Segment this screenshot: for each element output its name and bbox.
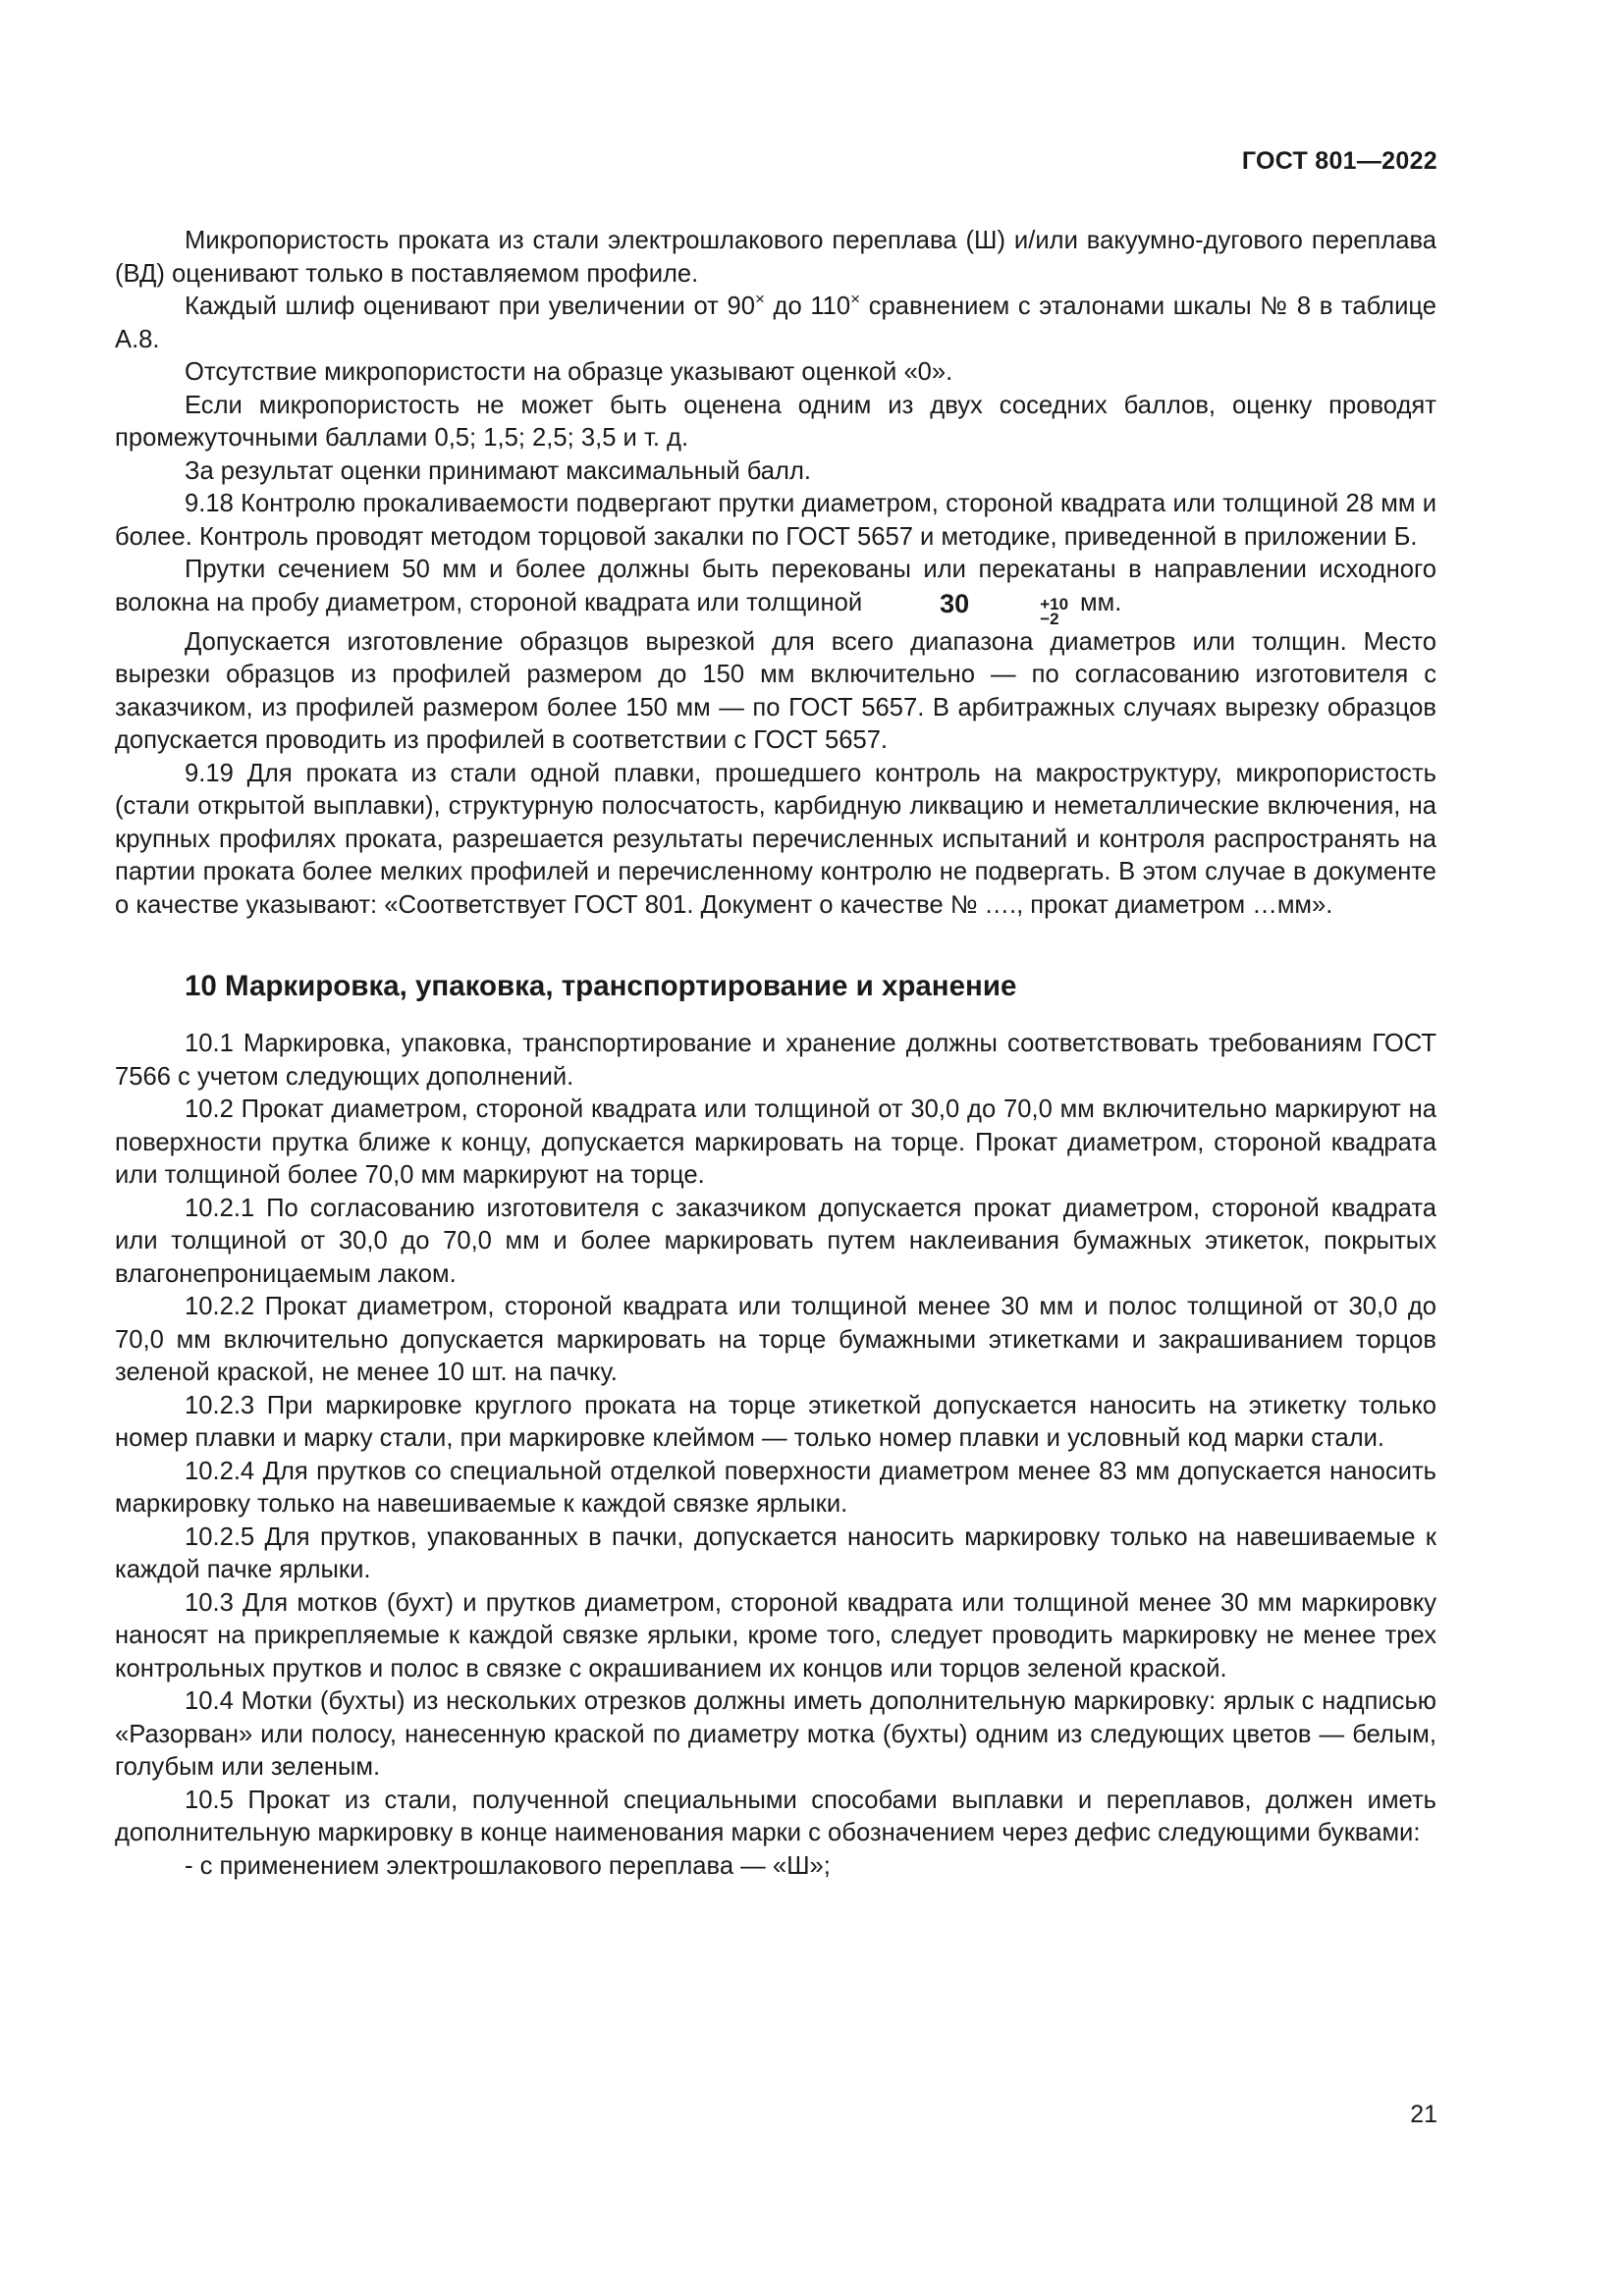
paragraph-10-2: 10.2 Прокат диаметром, стороной квадрата или толщиной от 30,0 до 70,0 мм включительно маркируют на поверхности прутка ближе к концу, допускается маркировать на торце. Прокат диаметром, стороной квадрата или толщиной более 70,0 мм маркируют на торце. bbox=[115, 1095, 1436, 1189]
paragraph-forging bbox=[115, 554, 1436, 626]
page-number: 21 bbox=[1410, 2101, 1437, 2128]
text-segment: до 110 bbox=[764, 293, 851, 320]
paragraph-10-4: 10.4 Мотки (бухты) из нескольких отрезков должны иметь дополнительную маркировку: ярлык с надписью «Разорван» или полосу, нанесенную краской по диаметру мотка (бухты) одним из следующих цветов — белым, голубым или зеленым. bbox=[115, 1687, 1436, 1781]
tolerance-upper: +10 bbox=[1040, 594, 1069, 614]
text-segment: Каждый шлиф оценивают при увеличении от 90 bbox=[185, 293, 755, 320]
tolerance-base: 30 bbox=[940, 588, 970, 618]
paragraph-microporosity-profile: Микропористость проката из стали электрошлакового переплава (Ш) и/или вакуумно-дугового переплава (ВД) оценивают только в поставляемом профиле. bbox=[115, 227, 1436, 288]
paragraph-10-3: 10.3 Для мотков (бухт) и прутков диаметром, стороной квадрата или толщиной менее 30 мм маркировку наносят на прикрепляемые к каждой связке ярлыки, кроме того, следует проводить маркировку не менее трех контрольных прутков и полос в связке с окрашиванием их концов или торцов зеленой краской. bbox=[115, 1588, 1436, 1682]
paragraph-10-2-5: 10.2.5 Для прутков, упакованных в пачки, допускается наносить маркировку только на навешиваемые к каждой пачке ярлыки. bbox=[115, 1522, 1436, 1583]
tolerance-value bbox=[870, 588, 1068, 626]
paragraph-10-1: 10.1 Маркировка, упаковка, транспортирование и хранение должны соответствовать требованиям ГОСТ 7566 с учетом следующих дополнений. bbox=[115, 1030, 1436, 1091]
paragraph-zero-score: Отсутствие микропористости на образце указывают оценкой «0». bbox=[185, 358, 953, 386]
text-segment: мм. bbox=[1080, 588, 1122, 616]
paragraph-10-2-2: 10.2.2 Прокат диаметром, стороной квадрата или толщиной менее 30 мм и полос толщиной от 30,0 до 70,0 мм включительно допускается маркировать на торце бумажными этикетками и закрашиванием торцов зеленой краской, не менее 10 шт. на пачку. bbox=[115, 1293, 1436, 1386]
times-superscript: × bbox=[850, 290, 861, 308]
paragraph-9-18: 9.18 Контролю прокаливаемости подвергают прутки диаметром, стороной квадрата или толщиной 28 мм и более. Контроль проводят методом торцовой закалки по ГОСТ 5657 и методике, приведенной в приложении Б. bbox=[115, 490, 1436, 551]
paragraph-10-2-3: 10.2.3 При маркировке круглого проката на торце этикеткой допускается наносить на этикетку только номер плавки и марку стали, при маркировке клеймом — только номер плавки и условный код марки стали. bbox=[115, 1391, 1436, 1452]
text-segment: Прутки сечением 50 мм и более должны быть перекованы или перекатаны в направлении исходного волокна на пробу диаметром, стороной квадрата или толщиной bbox=[115, 556, 1436, 616]
document-code: ГОСТ 801—2022 bbox=[1241, 147, 1437, 175]
document-body bbox=[115, 225, 1436, 1883]
paragraph-10-2-1: 10.2.1 По согласованию изготовителя с заказчиком допускается прокат диаметром, стороной квадрата или толщиной от 30,0 до 70,0 мм и более маркировать путем наклеивания бумажных этикеток, покрытых влагонепроницаемым лаком. bbox=[115, 1194, 1436, 1288]
paragraph-10-5: 10.5 Прокат из стали, полученной специальными способами выплавки и переплавов, должен иметь дополнительную маркировку в конце наименования марки с обозначением через дефис следующими буквами: bbox=[115, 1786, 1436, 1846]
paragraph-cutting-samples: Допускается изготовление образцов вырезкой для всего диапазона диаметров или толщин. Место вырезки образцов из профилей размером до 150 мм включительно — по согласованию изготовителя с заказчиком, из профилей размером более 150 мм — по ГОСТ 5657. В арбитражных случаях вырезку образцов допускается проводить из профилей в соответствии с ГОСТ 5657. bbox=[115, 627, 1436, 754]
paragraph-10-2-4: 10.2.4 Для прутков со специальной отделкой поверхности диаметром менее 83 мм допускается наносить маркировку только на навешиваемые к каждой связке ярлыки. bbox=[115, 1457, 1436, 1518]
paragraph-intermediate-scores: Если микропористость не может быть оценена одним из двух соседних баллов, оценку проводят промежуточными баллами 0,5; 1,5; 2,5; 3,5 и т. д. bbox=[115, 391, 1436, 452]
paragraph-9-19: 9.19 Для проката из стали одной плавки, прошедшего контроль на макроструктуру, микропористость (стали открытой выплавки), структурную полосчатость, карбидную ликвацию и неметаллические включения, на крупных профилях проката, разрешается результаты перечисленных испытаний и контроля распространять на партии проката более мелких профилей и перечисленному контролю не подвергать. В этом случае в документе о качестве указывают: «Соответствует ГОСТ 801. Документ о качестве № …., прокат диаметром …мм». bbox=[115, 759, 1436, 919]
text-segment: сравнением с эталонами шкалы № 8 в таблице А.8. bbox=[115, 293, 1436, 353]
paragraph-magnification bbox=[115, 291, 1436, 356]
list-item-electroslag: - с применением электрошлакового переплава — «Ш»; bbox=[185, 1851, 831, 1880]
times-superscript: × bbox=[754, 290, 765, 308]
paragraph-max-score: За результат оценки принимают максимальный балл. bbox=[185, 456, 812, 485]
section-heading: 10 Маркировка, упаковка, транспортирование и хранение bbox=[185, 970, 1017, 1002]
tolerance-lower: −2 bbox=[1040, 609, 1059, 628]
